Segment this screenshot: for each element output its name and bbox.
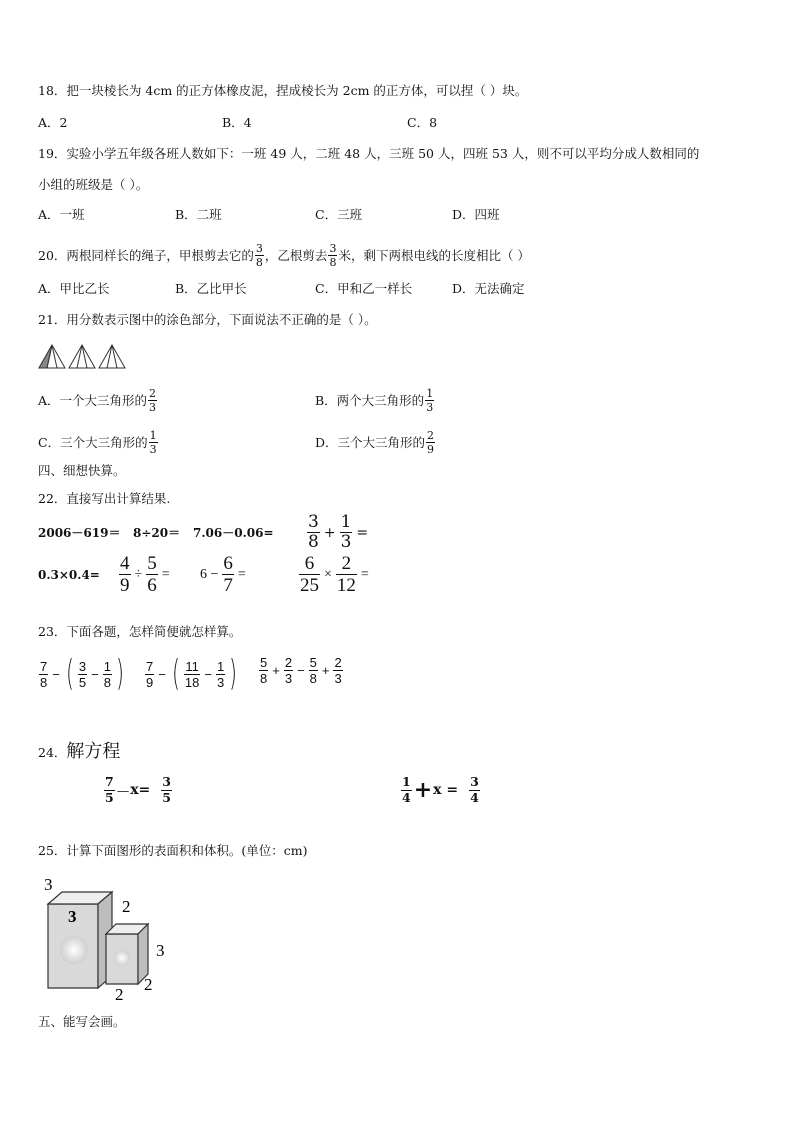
- q21-triangles-figure: [38, 343, 128, 369]
- big-cube-label-face: 3: [68, 907, 77, 926]
- q23-e2-c-num: 1: [216, 658, 225, 674]
- q24-eq2-op: +: [413, 777, 433, 803]
- q24-eq1-b-num: 3: [162, 774, 171, 789]
- q24-heading: [38, 743, 120, 762]
- q23-e1-a-den: 8: [40, 674, 48, 690]
- q21-c-den: 3: [149, 443, 157, 456]
- small-cube-label-bottom: 2: [115, 985, 124, 1004]
- small-cube-highlight: [114, 950, 130, 966]
- q21-option-c-label: C．三个大三角形的: [38, 434, 148, 450]
- q23-e2-a-num: 7: [146, 658, 154, 674]
- q23-expr-2: $\frac{7}{9}$ − ( $\frac{11}{18}$ − $\frac{1}{3}$ ): [146, 653, 238, 694]
- big-cube-highlight: [60, 936, 88, 964]
- q24-eq1-op: —: [116, 782, 130, 798]
- q21-option-a-label: A．一个大三角形的: [38, 392, 148, 408]
- q23-e2-b-num: 11: [185, 658, 199, 674]
- q21-option-a[interactable]: [38, 388, 158, 413]
- q19-option-c[interactable]: C．三班: [315, 207, 363, 222]
- q22-expr-4: [306, 514, 371, 551]
- q18-option-a[interactable]: A．2: [38, 115, 68, 130]
- q24-eq1-b-den: 5: [162, 789, 171, 805]
- q22-e6-op: ÷: [134, 566, 143, 582]
- q21-text: 21．用分数表示图中的涂色部分，下面说法不正确的是（ ）。: [38, 312, 377, 327]
- q22-e7-lead: 6 −: [200, 566, 219, 582]
- q24-number: 24．: [38, 745, 67, 760]
- q21-option-b-label: B．两个大三角形的: [315, 392, 425, 408]
- q22-e4-a-den: 8: [308, 532, 319, 552]
- q22-e7-b-num: 6: [223, 553, 233, 574]
- q18-option-b[interactable]: B．4: [222, 115, 252, 130]
- q20-option-d[interactable]: D．无法确定: [452, 281, 525, 296]
- q22-expr-7: [200, 554, 249, 595]
- q19-text-line1: 19．实验小学五年级各班人数如下：一班 49 人，二班 48 人，三班 50 人，四班 53 人，则不可以平均分成人数相同的: [38, 146, 700, 161]
- q22-e6-b-den: 6: [147, 575, 157, 596]
- q23-e2-b-den: 18: [184, 674, 200, 690]
- q21-option-c[interactable]: [38, 430, 159, 455]
- q20-option-b[interactable]: B．乙比甲长: [175, 281, 247, 296]
- q24-eq1-a-num: 7: [105, 774, 114, 789]
- q24-eq2-b-num: 3: [470, 774, 479, 789]
- q21-c-num: 1: [149, 429, 157, 442]
- q23-e3-b-num: 2: [284, 655, 293, 670]
- q23-e2-a-den: 9: [146, 674, 154, 690]
- q22-expr-8: [298, 554, 372, 595]
- q20-fraction-1: [255, 243, 264, 268]
- q24-eq2-a-num: 1: [402, 774, 411, 789]
- q22-e8-b-den: 12: [336, 575, 356, 596]
- q21-option-d[interactable]: [315, 430, 436, 455]
- q22-expr-3: 7.06－0.06=: [193, 526, 274, 540]
- q24-eq1-a-den: 5: [105, 789, 114, 805]
- q18-option-c[interactable]: C．8: [407, 115, 438, 130]
- q22-e8-a-den: 25: [300, 575, 319, 596]
- small-cube-label-top: 2: [122, 897, 131, 916]
- q21-a-den: 3: [149, 401, 157, 414]
- q18-text: 18．把一块棱长为 4cm 的正方体橡皮泥，捏成棱长为 2cm 的正方体，可以捏（ ）块。: [38, 83, 528, 98]
- q21-a-num: 2: [149, 387, 157, 400]
- q20-frac1-num: 3: [255, 242, 263, 255]
- q21-d-den: 9: [427, 443, 435, 456]
- q20-frac2-den: 8: [329, 256, 337, 269]
- q24-eq1-x: x=: [130, 782, 151, 798]
- q22-e8-b-num: 2: [341, 553, 352, 574]
- q23-text: 23．下面各题，怎样简便就怎样算。: [38, 624, 242, 639]
- q22-e4-b-num: 1: [340, 512, 352, 532]
- q21-option-b[interactable]: [315, 388, 435, 413]
- big-triangle-3: [99, 345, 125, 368]
- q22-text: 22．直接写出计算结果.: [38, 491, 171, 506]
- q22-e4-b-den: 3: [340, 532, 352, 552]
- q22-expr-5: 0.3×0.4=: [38, 568, 100, 582]
- q23-e1-b-den: 5: [78, 674, 87, 690]
- q20-frac1-den: 8: [255, 256, 263, 269]
- q23-e1-a-num: 7: [40, 658, 48, 674]
- q23-e3-b-den: 3: [284, 671, 293, 686]
- q24-equation-1: [103, 776, 173, 804]
- q21-b-den: 3: [426, 401, 434, 414]
- q22-e7-eq: =: [237, 566, 246, 582]
- q22-e7-b-den: 7: [223, 575, 233, 596]
- section-5-heading: 五、能写会画。: [38, 1014, 126, 1029]
- q19-text-line2: 小组的班级是（ ）。: [38, 177, 149, 192]
- section-4-heading: 四、细想快算。: [38, 463, 126, 478]
- q23-e2-c-den: 3: [216, 674, 225, 690]
- small-cube-label-side: 3: [156, 941, 165, 960]
- big-cube-label-top: 3: [44, 875, 53, 894]
- q20-text: [38, 243, 530, 268]
- q24-equation-2: [400, 776, 481, 804]
- q22-e6-a-den: 9: [120, 575, 130, 596]
- q23-e1-b-num: 3: [78, 658, 87, 674]
- q20-fraction-2: [328, 243, 337, 268]
- q19-option-d[interactable]: D．四班: [452, 207, 500, 222]
- q20-text-part1: 20．两根同样长的绳子，甲根剪去它的: [38, 247, 254, 263]
- q24-title: 解方程: [66, 741, 121, 762]
- q23-e3-a-den: 8: [260, 671, 268, 686]
- q22-expr-2: 8÷20＝: [133, 526, 181, 540]
- q22-expr-1: 2006－619＝: [38, 526, 121, 540]
- q23-e3-c-den: 8: [309, 671, 317, 686]
- q22-e8-eq: =: [360, 566, 369, 582]
- q23-e1-c-den: 8: [103, 674, 111, 690]
- q22-e4-a-num: 3: [308, 512, 319, 532]
- q22-e4-eq: =: [356, 524, 369, 541]
- q19-option-b[interactable]: B．二班: [175, 207, 222, 222]
- q20-option-c[interactable]: C．甲和乙一样长: [315, 281, 413, 296]
- q21-d-num: 2: [427, 429, 435, 442]
- q22-e6-b-num: 5: [147, 553, 157, 574]
- q25-cuboids-figure: [38, 872, 178, 1004]
- q23-e3-d-num: 2: [334, 655, 342, 670]
- q22-e4-op: +: [323, 524, 336, 541]
- q22-e6-a-num: 4: [120, 553, 130, 574]
- q24-eq2-x: x =: [433, 782, 459, 798]
- q20-frac2-num: 3: [329, 242, 337, 255]
- q22-e6-eq: =: [161, 566, 170, 582]
- q23-expr-3: $\frac{5}{8}$ + $\frac{2}{3}$ − $\frac{5}{8}$ + $\frac{2}{3}$: [260, 655, 342, 686]
- q23-expr-1: $\frac{7}{8}$ − ( $\frac{3}{5}$ − $\frac{1}{8}$ ): [40, 653, 124, 694]
- shaded-part-1: [39, 345, 52, 368]
- small-cube-label-depth: 2: [144, 975, 153, 994]
- q19-option-a[interactable]: A．一班: [38, 207, 85, 222]
- q23-e3-c-num: 5: [309, 655, 317, 670]
- q23-e3-a-num: 5: [260, 655, 268, 670]
- q21-b-num: 1: [426, 387, 434, 400]
- q22-e8-op: ×: [324, 566, 332, 582]
- q22-expr-6: [118, 554, 173, 595]
- q20-text-part2: ，乙根剪去: [264, 247, 328, 263]
- q20-text-part3: 米，剩下两根电线的长度相比（ ）: [338, 247, 530, 263]
- q24-eq2-a-den: 4: [402, 789, 411, 805]
- q22-e8-a-num: 6: [304, 553, 315, 574]
- q23-e1-c-num: 1: [103, 658, 111, 674]
- q20-option-a[interactable]: A．甲比乙长: [38, 281, 110, 296]
- q21-option-d-label: D．三个大三角形的: [315, 434, 426, 450]
- q24-eq2-b-den: 4: [470, 789, 479, 805]
- big-triangle-2: [69, 345, 95, 368]
- q23-e3-d-den: 3: [334, 671, 342, 686]
- q25-text: 25．计算下面图形的表面积和体积。(单位：cm): [38, 843, 308, 858]
